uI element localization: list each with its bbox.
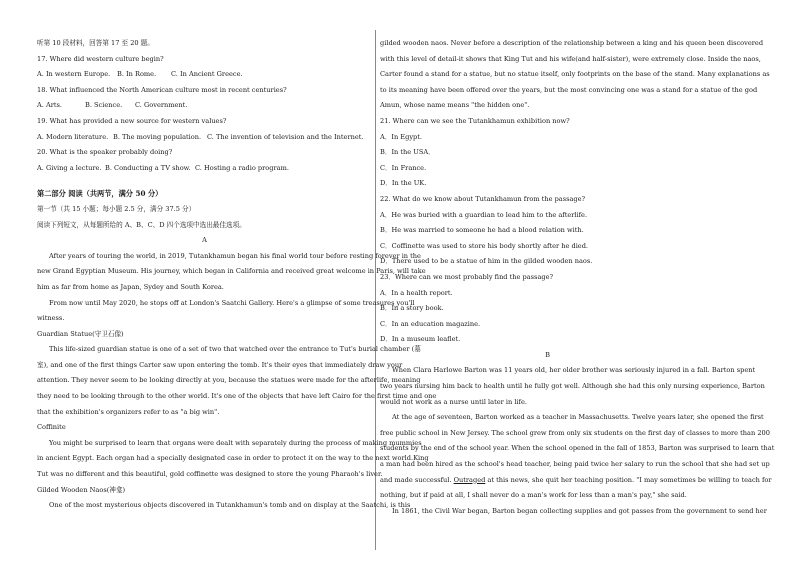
option-a: A. In western Europe.: [37, 70, 111, 79]
subheading-gilded-naos: Gilded Wooden Naos(神龛): [37, 485, 126, 494]
option-a: A．In Egypt.: [380, 132, 423, 141]
question-22: [380, 192, 715, 270]
option-a: A．He was buried with a guardian to lead him to the afterlife.: [380, 210, 588, 219]
option-b: B. In Rome.: [117, 70, 157, 79]
question-stem: 20. What is the speaker probably doing?: [37, 148, 173, 157]
question-options: [37, 130, 372, 146]
passage-b-paragraph-1: When Clara Harlowe Barton was 11 years old, her older brother was seriously injured in a fall. Barton spent two years nursing him back to health until he fully got well. Although she had this only nursing experience, Barton would not work as a nurse until later in life.: [380, 366, 765, 406]
option-b: B. The moving population.: [113, 132, 202, 141]
passage-b-paragraph-3: In 1861, the Civil War began, Barton began collecting supplies and got passes from the government to send her: [392, 506, 767, 515]
option-c: C．In France.: [380, 163, 427, 172]
option-b: B．In the USA．: [380, 148, 435, 157]
passage-b-paragraph-2: At the age of seventeen, Barton worked as a teacher in Massachusetts. Twelve years later, she opened the first free public school in New Jersey. The school grew from only six students on the first day of classes to more than 200 students by the end of the school year. When the school opened in the fall of 1853, Barton was surprised to learn that a man had been hired as the school's head teacher, being paid twice her salary to run the school that she had set up and made successful. Outraged at this news, she quit her teaching position. "I may sometimes be willing to teach for nothing, but if paid at all, I shall never do a man's work for less than a man's pay," she said.: [380, 413, 775, 500]
question-23: [380, 270, 715, 348]
question-18: [37, 83, 372, 114]
question-stem: 17. Where did western culture begin?: [37, 54, 164, 63]
option-a: A. Arts.: [37, 101, 62, 110]
passage-a-paragraph-4: You might be surprised to learn that organs were dealt with separately during the process of making mummies in ancient Egypt. Each organ had a specially designated case in order to protect it on the way to the next world.King Tut was no different and this beautiful, gold coffinette was designed to store the young Pharaoh's liver.: [37, 438, 429, 479]
passage-a-paragraph-2: From now until May 2020, he stops off at London's Saatchi Gallery. Here's a glimpse of some treasures you'll witness.: [37, 298, 415, 323]
option-c: C. In Ancient Greece.: [171, 70, 243, 79]
section-instruction: 阅读下列短文，从每题所给的 A、B、C、D 四个选项中选出最佳选项。: [37, 220, 246, 229]
option-d: D．There used to be a statue of him in the gilded wooden naos.: [380, 257, 593, 266]
question-options: [37, 161, 372, 177]
option-c: C. Government.: [135, 101, 188, 110]
option-a: A. Giving a lecture.: [37, 163, 102, 172]
right-column: [380, 36, 775, 519]
option-c: C．In an education magazine.: [380, 319, 481, 328]
question-19: [37, 114, 372, 145]
option-c: C. Hosting a radio program.: [195, 163, 289, 172]
passage-a-label: A: [202, 236, 207, 245]
listening-intro: 听第 10 段材料，回答第 17 至 20 题。: [37, 39, 154, 47]
passage-a-paragraph-1: After years of touring the world, in 2019, Tutankhamun began his final world tour before resting forever in the new Grand Egyptian Museum. His journey, which began in California and received great welcome in Paris, will take him as far from home as Japan, Sydey and South Korea.: [37, 251, 426, 291]
passage-b-label: B: [545, 350, 550, 359]
option-b: B. Conducting a TV show.: [105, 163, 191, 172]
question-20: [37, 145, 372, 176]
question-stem: 18. What influenced the North American culture most in recent centuries?: [37, 85, 287, 94]
option-a: A．In a health report.: [380, 288, 453, 297]
question-stem: 23．Where can we most probably find the passage?: [380, 272, 554, 281]
option-b: B. Science.: [85, 101, 123, 110]
option-c: C. The invention of television and the Internet.: [207, 132, 364, 141]
question-options: [37, 67, 372, 83]
passage-a-continued: gilded wooden naos. Never before a description of the relationship between a king and his queen been discovered with this level of detail-it shows that King Tut and his wife(and half-sister), were extremely close. Inside the naos, Carter found a stand for a statue, but no statue itself, only footprints on the base of the stand. Many explanations as to its meaning have been offered over the years, but the most convincing one was a stand for a statue of the god Amun, whose name means "the hidden one".: [380, 39, 770, 110]
option-d: D．In a museum leaflet.: [380, 335, 461, 344]
question-stem: 21. Where can we see the Tutankhamun exhibition now?: [380, 116, 570, 125]
passage-a-paragraph-5: One of the most mysterious objects discovered in Tutankhamun's tomb and on display at the Saatchi, is this: [49, 501, 411, 510]
question-options: [37, 98, 372, 114]
question-21: [380, 114, 715, 192]
option-b: B．In a story book.: [380, 304, 444, 313]
question-stem: 22. What do we know about Tutankhamun from the passage?: [380, 194, 586, 203]
section-subtitle: 第一节（共 15 小题；每小题 2.5 分，满分 37.5 分）: [37, 204, 196, 213]
passage-a-paragraph-3: This life-sized guardian statue is one of a set of two that watched over the entrance to Tut's burial chamber (墓 室), and one of the first things Carter saw upon entering the tomb. It's their eyes that immediately draw your attention. They never seem to be looking directly at you, because the statues were made for the afterlife, meaning they need to be looking through to the other world. It's one of the objects that have left Cairo for the first time and one that the exhibition's organizers refer to as "a big win".: [37, 345, 437, 416]
option-b: B．He was married to someone he had a blood relation with.: [380, 226, 584, 235]
option-d: D．In the UK.: [380, 179, 427, 188]
section-title: 第二部分 阅读（共两节，满分 50 分）: [37, 189, 163, 199]
subheading-coffinite: Coffinite: [37, 423, 66, 432]
subheading-guardian-statue: Guardian Statue(守卫石像): [37, 329, 124, 338]
option-c: C．Coffinette was used to store his body shortly after he died.: [380, 241, 589, 250]
underlined-word: Outraged: [453, 475, 486, 484]
question-stem: 19. What has provided a new source for western values?: [37, 116, 227, 125]
option-a: A. Modern literature.: [37, 132, 109, 141]
question-17: [37, 52, 372, 83]
